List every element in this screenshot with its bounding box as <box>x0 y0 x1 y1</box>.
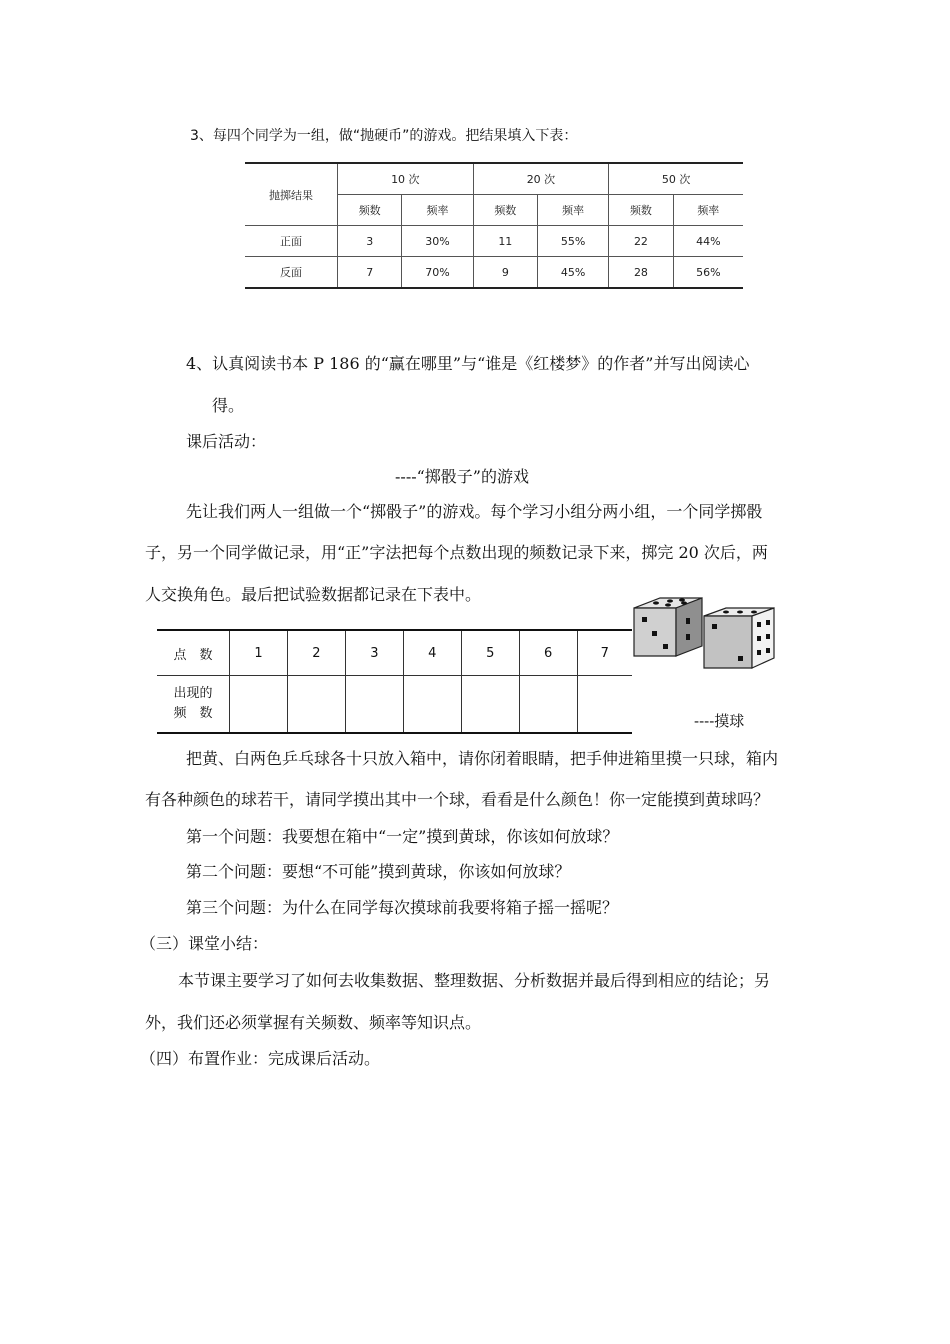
empty-cell <box>403 676 461 734</box>
table-row <box>157 630 632 676</box>
cell: 9 <box>473 257 537 289</box>
summary-line1: 本节课主要学习了如何去收集数据、整理数据、分析数据并最后得到相应的结论；另 <box>178 971 771 990</box>
empty-cell <box>345 676 403 734</box>
table-row <box>245 226 743 257</box>
sub-header: 频数 <box>609 195 673 226</box>
table-row <box>245 257 743 289</box>
cell: 70% <box>402 257 473 289</box>
group-header: 50 次 <box>609 163 743 195</box>
sub-header: 频率 <box>673 195 743 226</box>
ball-line1: 把黄、白两色乒乓球各十只放入箱中，请你闭着眼睛，把手伸进箱里摸一只球，箱内 <box>186 749 779 768</box>
empty-cell <box>230 676 288 734</box>
sub-header: 频率 <box>538 195 609 226</box>
empty-cell <box>519 676 577 734</box>
cell: 22 <box>609 226 673 257</box>
group-header: 20 次 <box>473 163 609 195</box>
point-cell: 4 <box>403 630 461 676</box>
row-label-line: 频 数 <box>173 706 213 721</box>
coin-toss-table <box>245 162 743 289</box>
table-row <box>157 676 632 734</box>
cell: 28 <box>609 257 673 289</box>
point-cell: 2 <box>287 630 345 676</box>
row-label: 正面 <box>245 226 338 257</box>
question1: 第一个问题：我要想在箱中“一定”摸到黄球，你该如何放球？ <box>186 827 619 846</box>
cell: 44% <box>673 226 743 257</box>
table-header-label: 抛掷结果 <box>245 163 338 226</box>
summary-heading: （三）课堂小结： <box>140 934 269 953</box>
cell: 30% <box>402 226 473 257</box>
sub-header: 频数 <box>473 195 537 226</box>
row-label-line: 出现的 <box>173 686 213 701</box>
question3: 第三个问题：为什么在同学每次摸球前我要将箱子摇一摇呢？ <box>186 898 619 917</box>
question2: 第二个问题：要想“不可能”摸到黄球，你该如何放球？ <box>186 862 571 881</box>
q4-line1: 4、认真阅读书本 P 186 的“赢在哪里”与“谁是《红楼梦》的作者”并写出阅读心 <box>186 354 750 373</box>
ball-title: ----摸球 <box>694 712 745 730</box>
point-cell: 7 <box>577 630 632 676</box>
point-cell: 1 <box>230 630 288 676</box>
homework-text: （四）布置作业：完成课后活动。 <box>140 1049 381 1068</box>
cell: 3 <box>338 226 402 257</box>
dice-frequency-table <box>157 629 632 734</box>
cell: 56% <box>673 257 743 289</box>
empty-cell <box>461 676 519 734</box>
activity-para-line1: 先让我们两人一组做一个“掷骰子”的游戏。每个学习小组分两小组，一个同学掷骰 <box>186 502 763 521</box>
empty-cell <box>577 676 632 734</box>
cell: 7 <box>338 257 402 289</box>
die-right <box>704 608 774 668</box>
point-cell: 6 <box>519 630 577 676</box>
activity-subtitle: ----“掷骰子”的游戏 <box>395 467 529 486</box>
sub-header: 频数 <box>338 195 402 226</box>
cell: 55% <box>538 226 609 257</box>
q3-text: 3、每四个同学为一组，做“抛硬币”的游戏。把结果填入下表： <box>190 128 578 144</box>
dice-illustration <box>628 590 778 680</box>
cell: 11 <box>473 226 537 257</box>
point-cell: 5 <box>461 630 519 676</box>
sub-header: 频率 <box>402 195 473 226</box>
row-label: 点 数 <box>157 630 230 676</box>
ball-line2: 有各种颜色的球若干，请同学摸出其中一个球，看看是什么颜色！你一定能摸到黄球吗？ <box>145 790 770 809</box>
empty-cell <box>287 676 345 734</box>
summary-line2: 外，我们还必须掌握有关频数、频率等知识点。 <box>145 1013 482 1032</box>
activity-para-line2: 子，另一个同学做记录，用“正”字法把每个点数出现的频数记录下来，掷完 20 次后，两 <box>145 543 768 562</box>
cell: 45% <box>538 257 609 289</box>
q4-line2: 得。 <box>212 396 245 415</box>
group-header: 10 次 <box>338 163 474 195</box>
activity-heading: 课后活动： <box>186 432 267 451</box>
activity-para-line3: 人交换角色。最后把试验数据都记录在下表中。 <box>145 585 482 604</box>
row-label <box>157 676 230 734</box>
point-cell: 3 <box>345 630 403 676</box>
row-label: 反面 <box>245 257 338 289</box>
die-left <box>634 598 702 656</box>
